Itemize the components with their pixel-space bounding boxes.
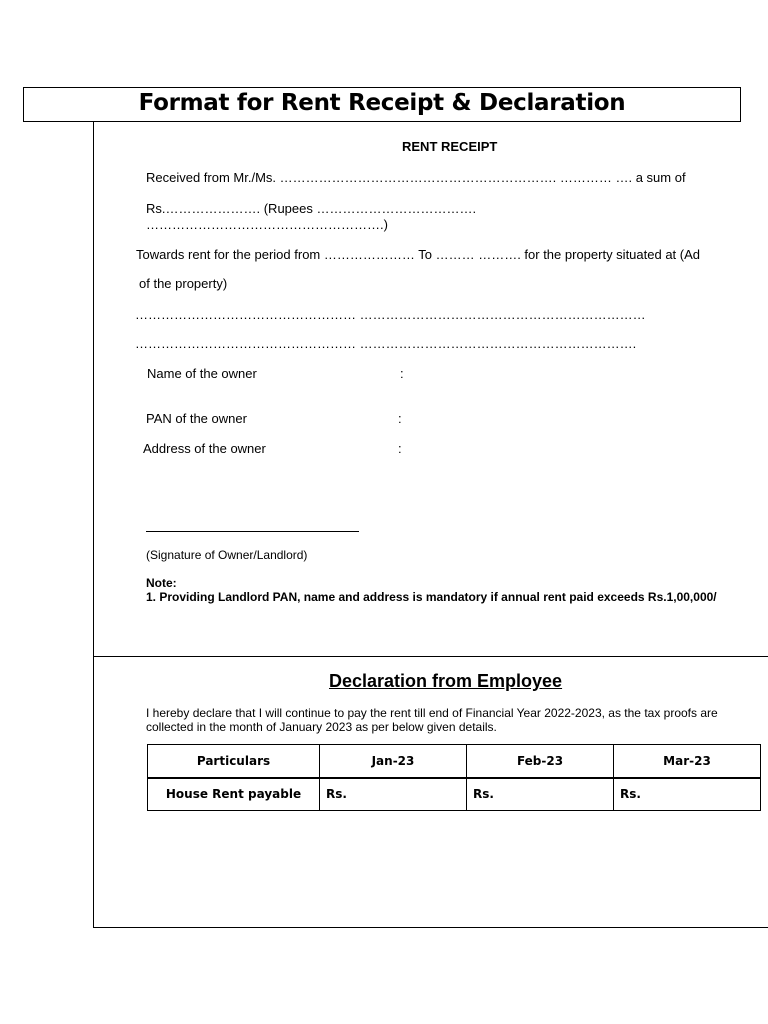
- declaration-text-1: I hereby declare that I will continue to pay the rent till end of Financial Year 2022-2023, as the tax proofs are: [146, 706, 718, 720]
- row-mar-value: Rs.: [614, 778, 761, 811]
- period-line: Towards rent for the period from ………………… To ……… ………. for the property situated at (Ad: [136, 247, 701, 262]
- owner-pan-colon: :: [398, 411, 402, 426]
- header-feb: Feb-23: [467, 745, 614, 778]
- owner-address-colon: :: [398, 441, 402, 456]
- table-header-row: [148, 745, 761, 778]
- signature-caption: (Signature of Owner/Landlord): [146, 548, 308, 562]
- address-dots-line-2: …………………………………………… ……………………………………………………….: [135, 336, 637, 351]
- header-mar: Mar-23: [614, 745, 761, 778]
- header-particulars: Particulars: [148, 745, 320, 778]
- rupees-line: Rs.…………………. (Rupees ……………………………….: [146, 201, 477, 216]
- rent-table: [147, 744, 761, 811]
- owner-pan-label: PAN of the owner: [146, 411, 247, 426]
- receipt-heading: RENT RECEIPT: [402, 139, 498, 154]
- page-title: Format for Rent Receipt & Declaration: [138, 90, 626, 116]
- rupees-continuation-line: ……………………………………………….): [146, 217, 388, 232]
- address-dots-line-1: …………………………………………… …………………………………………………………: [135, 307, 646, 322]
- owner-name-label: Name of the owner: [147, 366, 257, 381]
- note-item: 1. Providing Landlord PAN, name and address is mandatory if annual rent paid exceeds Rs.1,00,000/: [146, 590, 717, 604]
- row-jan-value: Rs.: [320, 778, 467, 811]
- declaration-heading: Declaration from Employee: [329, 671, 563, 691]
- row-particulars: House Rent payable: [148, 778, 320, 811]
- declaration-text-2: collected in the month of January 2023 as per below given details.: [146, 720, 497, 734]
- owner-name-colon: :: [400, 366, 404, 381]
- signature-line: [146, 531, 359, 532]
- header-jan: Jan-23: [320, 745, 467, 778]
- title-box: [23, 87, 741, 122]
- row-feb-value: Rs.: [467, 778, 614, 811]
- section-divider: [93, 656, 768, 657]
- table-row: [148, 778, 761, 811]
- owner-address-label: Address of the owner: [143, 441, 266, 456]
- property-line: of the property): [139, 276, 228, 291]
- received-from-line: Received from Mr./Ms. ………………………………………………………. ………… …. a sum of: [146, 170, 686, 185]
- note-label: Note:: [146, 576, 177, 590]
